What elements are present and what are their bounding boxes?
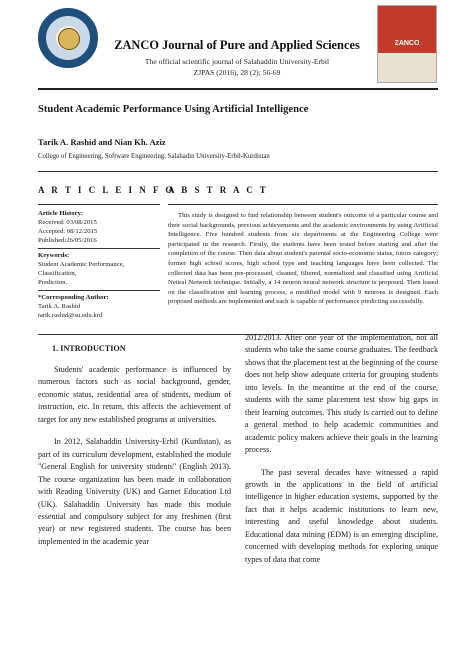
left-column	[38, 364, 231, 558]
received-date: Received: 03/08/2015	[38, 219, 97, 227]
abstract-rule	[168, 204, 438, 205]
corresponding-block	[38, 293, 160, 320]
keyword: Classification,	[38, 270, 77, 278]
info-divider	[38, 290, 160, 291]
article-history	[38, 209, 160, 245]
journal-subtitle-block	[100, 56, 374, 78]
right-column	[245, 332, 438, 576]
keywords-block	[38, 251, 160, 287]
journal-issue: ZJPAS (2016), 28 (2); 56-69	[193, 68, 281, 77]
journal-title: ZANCO Journal of Pure and Applied Sciences	[114, 38, 360, 52]
paragraph: Students' academic performance is influenced by numerous factors such as social background, gender, economic status, residential area of students, medium of instruction, etc. In return, this affects the achievement of target for any new established programs at universities.	[38, 365, 231, 424]
header-rule	[38, 88, 438, 90]
keyword: Prediction.	[38, 279, 68, 287]
affiliation-rule	[38, 171, 438, 172]
abstract-text: This study is designed to find relationship between student's outcome of a particular course and their social backgrounds, previous achievements and the academic environments by using Artificial Intelligence. Five hundred students from six departments at the Engineering College were participated in the research. Firstly, the students have been tested before starting and after the completion of the course. Then data about student's parental socio-economic status, tutors category; former high school scores, high school type and teaching languages have been collected. The collected data has been pre-processed, cleaned, filtered, normalized and classified using Artificial Neural Network technique. Initially, a 14 neuron neural network structure is proposed. Then based on the classification and learning process, a modified model with 9 neurons is designed. Each proposed methods are implemented and each is capable of performance predicting successfully.	[168, 212, 438, 306]
section-heading-introduction: 1. INTRODUCTION	[52, 344, 126, 353]
article-info-rule	[38, 204, 160, 205]
journal-subtitle: The official scientific journal of Salahaddin University-Erbil	[144, 57, 330, 66]
paper-title: Student Academic Performance Using Artificial Intelligence	[38, 104, 309, 115]
published-date: Published:26/05/2016	[38, 237, 97, 245]
info-divider	[38, 248, 160, 249]
journal-cover-icon	[378, 6, 436, 82]
corresponding-email[interactable]: tarik.rashid@su.edu.krd	[38, 312, 103, 320]
abstract-heading: A B S T R A C T	[168, 185, 269, 195]
cover-name: ZANCO	[394, 40, 420, 47]
corresponding-name: Tarik A. Rashid	[38, 303, 81, 311]
paragraph: In 2012, Salahaddin University-Erbil (Kurdistan), as part of its curriculum development, established the module "General English for university students" (English 2013). The course organization has been made in collaboration with Reading University (UK) and Garnet Education Ltd (UK). Salahaddin University has made this module essential and compulsory subject for any freshmen (first year) or new registered students. The course has been implemented in the academic year	[38, 437, 231, 546]
paragraph: 2012/2013. After one year of the implementation, not all students who take the same course graduates. The feedback shows that the placement test at the beginning of the course does not help show adequate criteria for grouping students into levels. In the meantime at the end of the course, students with the same placement test show big gaps in their learning outcomes. This study is carried out to define a general method to help academic communities and academic policy makers achieve their goals in the learning process.	[245, 333, 438, 455]
paragraph: The past several decades have witnessed a rapid growth in the applications in the field of artificial intelligence in higher education systems, supported by the fact that it helps academic institutions to learn new, interesting and useful knowledge about students. Educational data mining (EDM) is an emerging discipline, concerned with developing methods for exploring unique types of data that come	[245, 467, 438, 564]
keywords-label: Keywords:	[38, 252, 70, 259]
university-seal-icon	[38, 8, 98, 68]
accepted-date: Accepted: 08/12/2015	[38, 228, 98, 236]
authors: Tarik A. Rashid and Nian Kh. Aziz	[38, 137, 166, 147]
affiliation: College of Engineering, Software Engineering, Salahadin University-Erbil-Kurdistan	[38, 153, 270, 160]
history-label: Article History:	[38, 210, 84, 217]
article-info-heading: A R T I C L E I N F O	[38, 185, 175, 195]
corresponding-label: *Corresponding Author:	[38, 294, 109, 301]
keyword: Student Academic Performance,	[38, 261, 125, 269]
